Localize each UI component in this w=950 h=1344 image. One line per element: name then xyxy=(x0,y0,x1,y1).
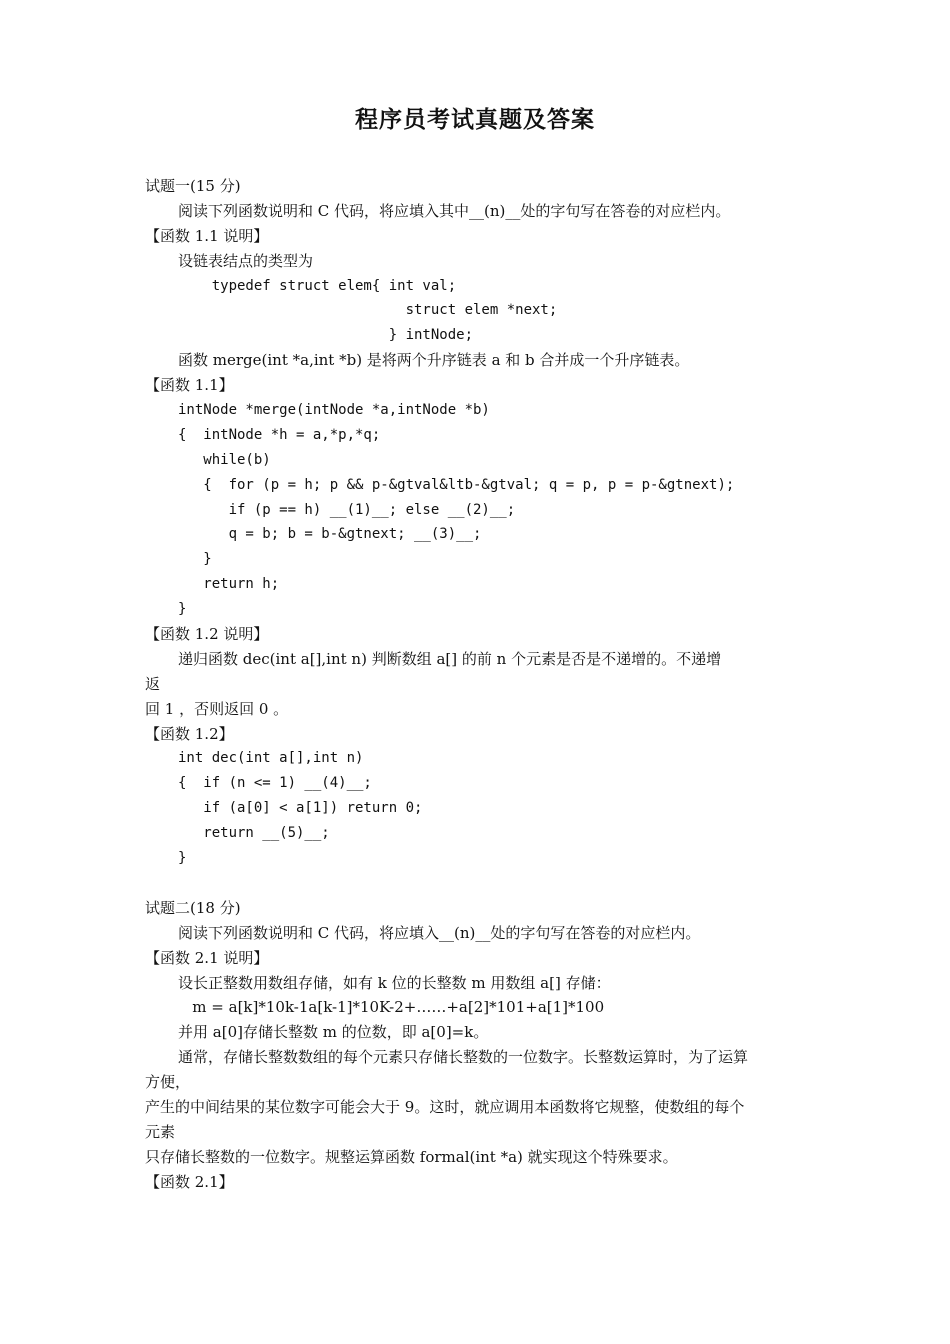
code-line: } xyxy=(178,850,187,867)
text-line: 设长正整数用数组存储，如有 k 位的长整数 m 用数组 a[] 存储： xyxy=(178,973,611,992)
code-line: q = b; b = b-&gtnext; __(3)__; xyxy=(178,526,482,543)
code-line: if (a[0] < a[1]) return 0; xyxy=(178,800,423,817)
text-line: 阅读下列函数说明和 C 代码，将应填入其中__(n)__处的字句写在答卷的对应栏内。 xyxy=(178,201,731,220)
text-line: 返 xyxy=(145,674,161,693)
text-line: 【函数 2.1 说明】 xyxy=(145,948,269,967)
text-line: 元素 xyxy=(145,1122,176,1141)
text-line: 产生的中间结果的某位数字可能会大于 9。这时，就应调用本函数将它规整，使数组的每个 xyxy=(145,1097,745,1116)
code-line: if (p == h) __(1)__; else __(2)__; xyxy=(178,501,516,518)
code-line: intNode *merge(intNode *a,intNode *b) xyxy=(178,402,490,419)
text-line: 【函数 2.1】 xyxy=(145,1172,234,1191)
code-line: int dec(int a[],int n) xyxy=(178,750,364,767)
text-line: 【函数 1.1 说明】 xyxy=(145,226,269,245)
text-line: 设链表结点的类型为 xyxy=(178,251,314,270)
code-line: } intNode; xyxy=(178,327,474,344)
code-line: } xyxy=(178,551,212,568)
text-line: 试题一(15 分) xyxy=(145,177,241,195)
text-line: m = a[k]*10k-1a[k-1]*10K-2+……+a[2]*101+a[1]*100 xyxy=(178,998,605,1017)
text-line: 试题二(18 分) xyxy=(145,898,241,917)
code-line: { if (n <= 1) __(4)__; xyxy=(178,775,372,792)
page-title: 程序员考试真题及答案 xyxy=(355,107,595,133)
text-line: 【函数 1.2】 xyxy=(145,724,234,743)
text-line: 回 1 ，否则返回 0 。 xyxy=(145,699,289,718)
text-line: 通常，存储长整数数组的每个元素只存储长整数的一位数字。长整数运算时，为了运算 xyxy=(178,1048,749,1067)
text-line: 函数 merge(int *a,int *b) 是将两个升序链表 a 和 b 合并成一个升序链表。 xyxy=(178,351,690,370)
text-line: 递归函数 dec(int a[],int n) 判断数组 a[] 的前 n 个元素是否是不递增的。不递增 xyxy=(178,649,722,668)
code-line: struct elem *next; xyxy=(178,302,558,319)
code-line: { intNode *h = a,*p,*q; xyxy=(178,426,381,443)
text-line: 并用 a[0]存储长整数 m 的位数，即 a[0]=k。 xyxy=(178,1023,489,1042)
text-line: 【函数 1.1】 xyxy=(145,376,234,395)
text-line xyxy=(145,871,815,896)
code-line: } xyxy=(178,601,187,618)
code-line: { for (p = h; p && p-&gtval&ltb-&gtval; q = p, p = p-&gtnext); xyxy=(178,476,735,493)
code-line: while(b) xyxy=(178,451,271,468)
code-line: typedef struct elem{ int val; xyxy=(178,277,457,294)
code-line: return __(5)__; xyxy=(178,825,330,842)
text-line: 只存储长整数的一位数字。规整运算函数 formal(int *a) 就实现这个特殊要求。 xyxy=(145,1147,678,1166)
text-line: 【函数 1.2 说明】 xyxy=(145,625,269,644)
document-body xyxy=(145,174,815,1195)
code-line: return h; xyxy=(178,576,280,593)
text-line: 阅读下列函数说明和 C 代码，将应填入__(n)__处的字句写在答卷的对应栏内。 xyxy=(178,923,701,942)
text-line: 方便， xyxy=(145,1073,191,1092)
